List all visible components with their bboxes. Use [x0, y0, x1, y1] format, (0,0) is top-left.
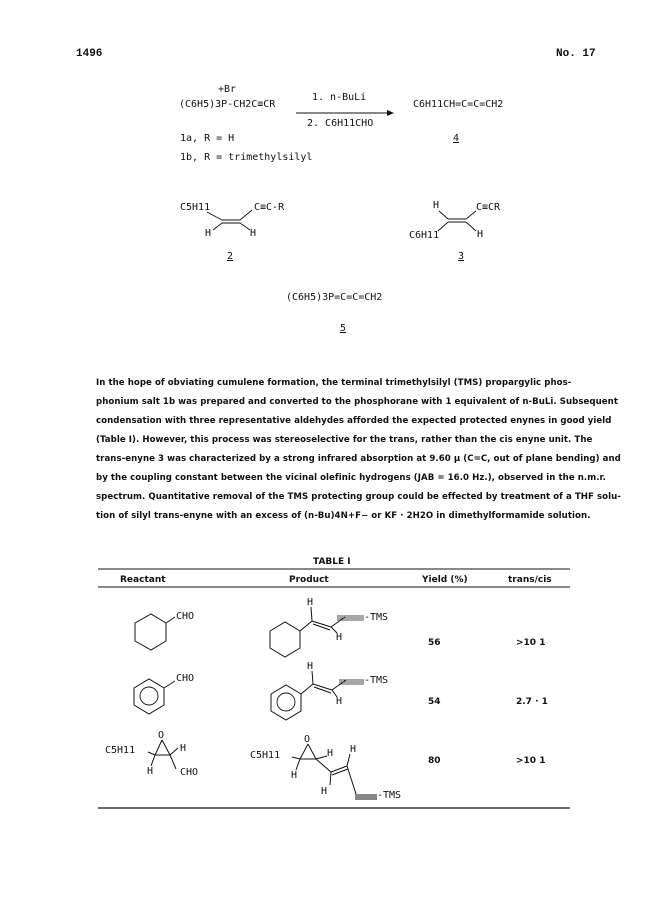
paragraph-line: tion of silyl trans-enyne with an excess of (n-Bu)4N+F− or KF · 2H2O in dimethylformamide solution. — [96, 511, 591, 521]
atom-label: H — [250, 228, 257, 239]
column-header-reactant: Reactant — [120, 575, 166, 585]
phosphonium-salt-formula — [179, 99, 275, 110]
column-header-ratio: trans/cis — [508, 575, 552, 585]
atom-label: H — [291, 770, 298, 781]
tms-label: -TMS — [377, 790, 402, 801]
paragraph-line: trans-enyne 3 was characterized by a strong infrared absorption at 9.60 µ (C=C, out of plane bending) and — [96, 454, 621, 464]
yield-value: 54 — [428, 697, 441, 707]
paragraph-line: spectrum. Quantitative removal of the TMS protecting group could be effected by treatment of a THF solu- — [96, 492, 621, 502]
benzene-ring-product — [271, 685, 301, 720]
trans-cis-ratio: >10 1 — [516, 756, 546, 766]
paragraph-line: phonium salt 1b was prepared and converted to the phosphorane with 1 equivalent of n-BuLi. Subsequent — [96, 397, 618, 407]
yield-value: 56 — [428, 638, 441, 648]
compound-number-3: 3 — [458, 251, 465, 262]
structure-2 — [207, 210, 252, 230]
compound-number-2: 2 — [227, 251, 234, 262]
atom-label: C≡C-R — [254, 202, 285, 213]
atom-label: C≡CR — [476, 202, 501, 213]
atom-label: O — [304, 734, 311, 745]
aldehyde-label: CHO — [176, 673, 195, 684]
reaction-condition-1: 1. n-BuLi — [312, 92, 367, 103]
column-header-yield: Yield (%) — [422, 575, 468, 585]
reaction-condition-2: 2. C6H11CHO — [307, 118, 374, 129]
cyclohexane-ring — [135, 614, 166, 650]
cyclohexane-ring-product — [270, 622, 300, 657]
atom-label: H — [307, 661, 314, 672]
atom-label: H — [350, 744, 357, 755]
journal-issue: No. 17 — [556, 48, 596, 60]
trans-cis-ratio: >10 1 — [516, 638, 546, 648]
body-paragraph — [96, 374, 621, 526]
atom-label: H — [433, 200, 440, 211]
bromide-charge: +Br — [218, 84, 237, 95]
epoxide-product — [292, 744, 377, 799]
atom-label: O — [158, 730, 165, 741]
trans-cis-ratio: 2.7 · 1 — [516, 697, 548, 707]
aldehyde-label: CHO — [176, 611, 195, 622]
paragraph-line: (Table I). However, this process was stereoselective for the trans, rather than the cis enyne unit. The — [96, 435, 593, 445]
atom-label: H — [336, 696, 343, 707]
atom-label: H — [147, 766, 154, 777]
benzene-ring — [134, 679, 164, 714]
atom-label: C5H11 — [180, 202, 211, 213]
phosphonium-salt-text: (C6H5)3P-CH2C≡CR — [179, 99, 276, 110]
column-header-product: Product — [289, 575, 329, 585]
compound-1a-definition: 1a, R = H — [180, 133, 235, 144]
atom-label: H — [205, 228, 212, 239]
atom-label: H — [336, 632, 343, 643]
structure-3 — [438, 211, 476, 231]
page-number: 1496 — [76, 48, 103, 60]
compound-number-4: 4 — [453, 133, 460, 144]
atom-label: H — [477, 229, 484, 240]
paragraph-line: condensation with three representative aldehydes afforded the expected protected enynes in good yield — [96, 416, 612, 426]
atom-label: H — [180, 743, 187, 754]
tms-label: -TMS — [364, 612, 389, 623]
atom-label: C6H11 — [409, 230, 440, 241]
atom-label: H — [321, 786, 328, 797]
paragraph-line: by the coupling constant between the vicinal olefinic hydrogens (JAB = 16.0 Hz.), observed in the n.m.r. — [96, 473, 606, 483]
yield-value: 80 — [428, 756, 441, 766]
reaction-arrowhead — [387, 110, 394, 116]
paragraph-line: In the hope of obviating cumulene formation, the terminal trimethylsilyl (TMS) propargylic phos- — [96, 378, 572, 388]
compound-number-5: 5 — [340, 323, 347, 334]
tms-label: -TMS — [364, 675, 389, 686]
alkyl-label: C5H11 — [105, 745, 136, 756]
phosphorane-formula: (C6H5)3P=C=C=CH2 — [286, 292, 383, 303]
atom-label: H — [327, 748, 334, 759]
alkyl-label: C5H11 — [250, 750, 281, 761]
atom-label: H — [307, 597, 314, 608]
epoxide-reactant — [148, 740, 178, 769]
aldehyde-label: CHO — [180, 767, 199, 778]
cumulene-product-formula: C6H11CH=C=C=CH2 — [413, 99, 504, 110]
table-title: TABLE I — [313, 557, 351, 567]
compound-1b-definition: 1b, R = trimethylsilyl — [180, 152, 313, 163]
